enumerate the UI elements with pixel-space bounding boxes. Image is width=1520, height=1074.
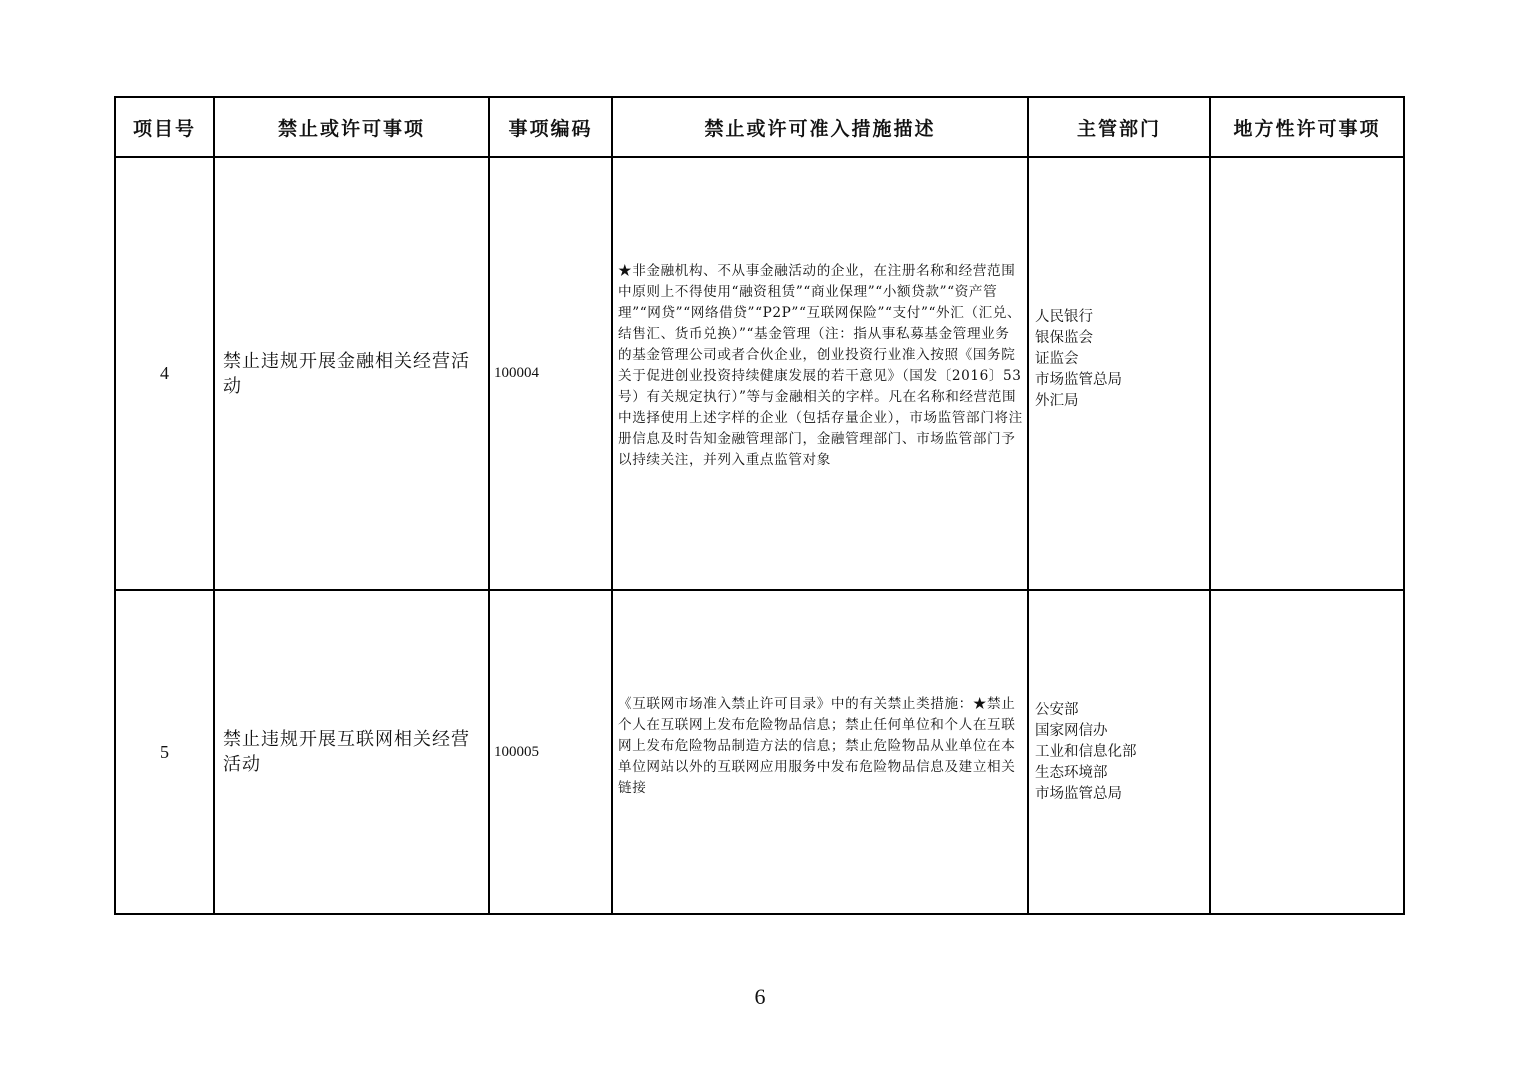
access-list-table	[114, 96, 1405, 915]
header-item-code: 事项编码	[489, 97, 612, 157]
department-list	[1028, 590, 1210, 914]
department-list	[1028, 157, 1210, 590]
header-measure-description: 禁止或许可准入措施描述	[612, 97, 1028, 157]
header-item-name: 禁止或许可事项	[214, 97, 489, 157]
item-number: 5	[115, 590, 214, 914]
header-local-permit: 地方性许可事项	[1210, 97, 1404, 157]
item-name: 禁止违规开展互联网相关经营活动	[214, 590, 489, 914]
local-permit	[1210, 590, 1404, 914]
measure-description	[612, 157, 1028, 590]
table-header-row	[115, 97, 1404, 157]
item-code: 100004	[489, 157, 612, 590]
department: 证监会	[1035, 351, 1079, 367]
page-number: 6	[754, 984, 766, 1009]
header-department: 主管部门	[1028, 97, 1210, 157]
item-number: 4	[115, 157, 214, 590]
department: 公安部	[1035, 701, 1079, 718]
table-row	[115, 157, 1404, 590]
department: 生态环境部	[1035, 764, 1108, 781]
department: 人民银行	[1035, 309, 1093, 325]
item-code: 100005	[489, 590, 612, 914]
department: 工业和信息化部	[1035, 743, 1137, 760]
header-item-number: 项目号	[115, 97, 214, 157]
measure-description-text: ★非金融机构、不从事金融活动的企业，在注册名称和经营范围中原则上不得使用“融资租赁”“商业保理”“小额贷款”“资产管理”“网贷”“网络借贷”“P2P”“互联网保险”“支付”“外汇（汇兑、结售汇、货币兑换）”“基金管理（注：指从事私募基金管理业务的基金管理公司或者合伙企业，创业投资行业准入按照《国务院关于促进创业投资持续健康发展的若干意见》（国发〔2016〕53号）有关规定执行）”等与金融相关的字样。凡在名称和经营范围中选择使用上述字样的企业（包括存量企业），市场监管部门将注册信息及时告知金融管理部门，金融管理部门、市场监管部门予以持续关注，并列入重点监管对象	[618, 262, 1023, 468]
measure-description	[612, 590, 1028, 914]
department: 银保监会	[1035, 330, 1093, 346]
department: 国家网信办	[1035, 722, 1108, 739]
table-row	[115, 590, 1404, 914]
department: 市场监管总局	[1035, 785, 1122, 802]
measure-description-text: 《互联网市场准入禁止许可目录》中的有关禁止类措施：★禁止个人在互联网上发布危险物品信息；禁止任何单位和个人在互联网上发布危险物品制造方法的信息；禁止危险物品从业单位在本单位网站以外的互联网应用服务中发布危险物品信息及建立相关链接	[618, 695, 1016, 796]
department: 外汇局	[1035, 393, 1079, 409]
local-permit	[1210, 157, 1404, 590]
department: 市场监管总局	[1035, 372, 1122, 388]
item-name: 禁止违规开展金融相关经营活动	[214, 157, 489, 590]
